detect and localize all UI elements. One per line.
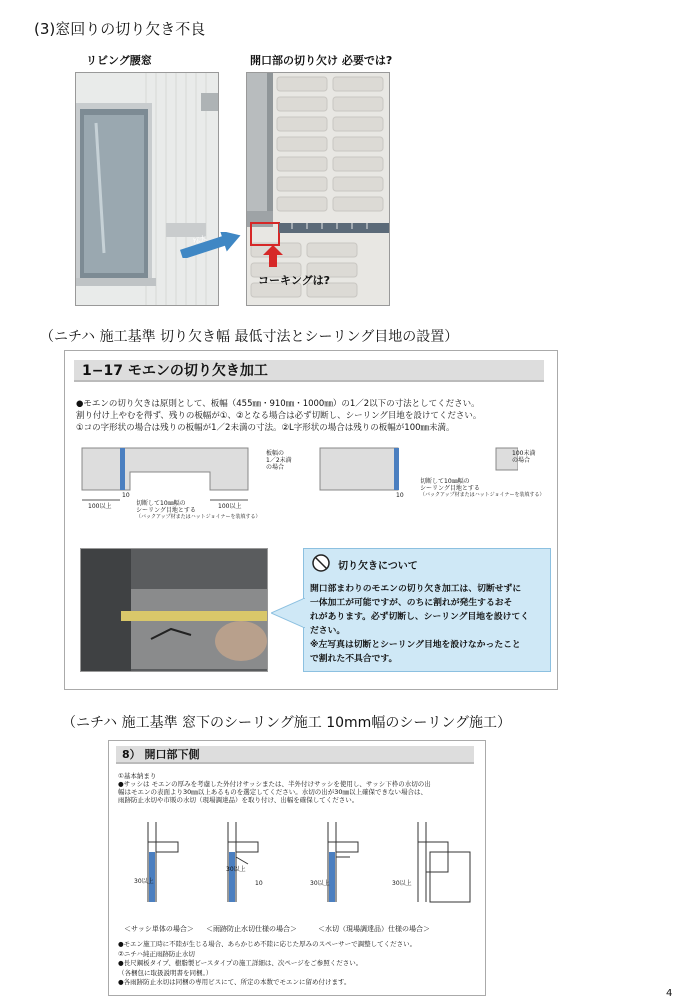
dim-label: 10 [255, 880, 263, 887]
case-label-2: ＜雨跡防止水切仕様の場合＞ [206, 925, 297, 933]
photo-caption-right: 開口部の切り欠け 必要では? [250, 54, 393, 67]
bubble-line: 開口部まわりのモエンの切り欠き加工は、切断せずに [310, 584, 522, 594]
panel2-line: 幅はモエンの表面より30㎜以上あるものを選定してください。水切の出が30㎜以上確保できない場合は、 [118, 788, 428, 796]
crack-photo [80, 548, 268, 672]
zoom-label: 拡大 [192, 234, 208, 246]
sill-drawings [118, 812, 478, 920]
l-cut-line: シーリング目地とする [420, 485, 480, 492]
sill-section-drawings [118, 812, 478, 920]
panel-line: 割り付け上やむを得ず、残りの板幅が①、②となる場合は必ず切断し、シーリング目地を設けてください。 [76, 411, 482, 421]
panel2-note: （各梱包に取扱説明書を同梱。） [118, 968, 213, 977]
panel-line: ①コの字形状の場合は残りの板幅が1／2未満の寸法。②L字形状の場合は残りの板幅が100㎜未満。 [76, 423, 455, 433]
dim-label: 30以上 [134, 878, 154, 885]
u-dim-10: 10 [122, 492, 130, 499]
bubble-line: れがあります。必ず切断し、シーリング目地を設けてく [310, 612, 530, 622]
case-label-3: ＜水切（現場調達品）仕様の場合＞ [318, 925, 430, 933]
u-cut-line: シーリング目地とする [136, 507, 196, 514]
panel2-line: ●サッシは モエンの厚みを考慮した外付けサッシまたは、半外付けサッシを使用し、サッシ下枠の水切の出 [118, 780, 431, 788]
u-dim-right: 100以上 [218, 503, 242, 510]
bubble-line: で割れた不具合です。 [310, 654, 398, 664]
dim-label: 30以上 [392, 880, 412, 887]
page-number: 4 [666, 988, 673, 999]
panel-text [76, 398, 546, 434]
bubble-line: ※左写真は切断とシーリング目地を設けなかったこと [310, 640, 521, 650]
dim-label: 30以上 [226, 866, 246, 873]
l-note [512, 450, 535, 464]
panel2-line: 雨跡防止水切や市販の水切（現場調達品）を取り付け、出幅を確保してください。 [118, 796, 359, 804]
bubble-title: 切り欠きについて [338, 561, 418, 572]
panel-line: ●モエンの切り欠きは原則として、板幅（455㎜・910㎜・1000㎜）の1／2以下の寸法としてください。 [76, 399, 480, 409]
panel2-text [118, 772, 478, 804]
caulking-label: コーキングは? [258, 274, 331, 287]
bubble-pointer [271, 598, 305, 628]
section2-caption: （ニチハ 施工基準 窓下のシーリング施工 10mm幅のシーリング施工） [62, 715, 512, 731]
u-cut-line: （バックアップ材またはハットジョイナーを装填する） [136, 514, 261, 520]
window-photo [75, 72, 219, 306]
prohibited-icon [312, 554, 330, 572]
siding-photo-image [247, 73, 389, 305]
arrow-up-icon [263, 245, 283, 265]
panel-title: 1−17 モエンの切り欠き加工 [74, 360, 544, 382]
bubble-line: ださい。 [310, 626, 346, 636]
panel2-sub: ①基本納まり [118, 772, 157, 780]
l-cut-note [420, 478, 545, 499]
u-cut-note [136, 500, 261, 521]
crack-photo-image [81, 549, 267, 671]
l-cut-line: （バックアップ材またはハットジョイナーを装填する） [420, 492, 545, 498]
zoom-arrow [180, 232, 242, 258]
arrow-right-icon [180, 232, 242, 258]
l-note-line: の場合 [512, 457, 531, 464]
u-note-line: 1／2未満 [266, 457, 292, 464]
bubble-body [310, 582, 546, 666]
siding-photo [246, 72, 390, 306]
l-note-line: 100未満 [512, 450, 536, 457]
panel2-note: ●各雨跡防止水切は同梱の専用ビスにて、所定の本数でモエンに留め付けます。 [118, 978, 351, 986]
u-note [266, 450, 292, 471]
u-dim-left: 100以上 [88, 503, 112, 510]
dim-label: 30以上 [310, 880, 330, 887]
section-heading: (3)窓回りの切り欠き不良 [34, 20, 206, 38]
l-cut-line: 切断して10㎜幅の [420, 478, 470, 485]
panel2-note: ②ニチハ純正雨跡防止水切 [118, 949, 195, 958]
panel2-note: ●モエン施工時に不陸が生じる場合、あらかじめ不陸に応じた厚みのスペーサーで調整してください。 [118, 940, 417, 948]
panel2-title: 8） 開口部下側 [116, 746, 474, 764]
u-note-line: 板幅の [266, 450, 285, 457]
l-dim-10: 10 [396, 492, 404, 499]
u-note-line: の場合 [266, 464, 285, 471]
window-photo-image [76, 73, 218, 305]
bubble-line: 一体加工が可能ですが、のちに割れが発生するおそ [310, 598, 513, 608]
u-cut-line: 切断して10㎜幅の [136, 500, 186, 507]
panel2-notes [118, 940, 478, 988]
case-label-1: ＜サッシ単体の場合＞ [124, 925, 194, 933]
section1-caption: （ニチハ 施工基準 切り欠き幅 最低寸法とシーリング目地の設置） [40, 329, 459, 345]
panel2-note: ●長尺鋼板タイプ、樹脂製ビースタイプの施工詳細は、次ページをご参照ください。 [118, 959, 363, 967]
photo-caption-left: リビング腰窓 [86, 54, 152, 67]
